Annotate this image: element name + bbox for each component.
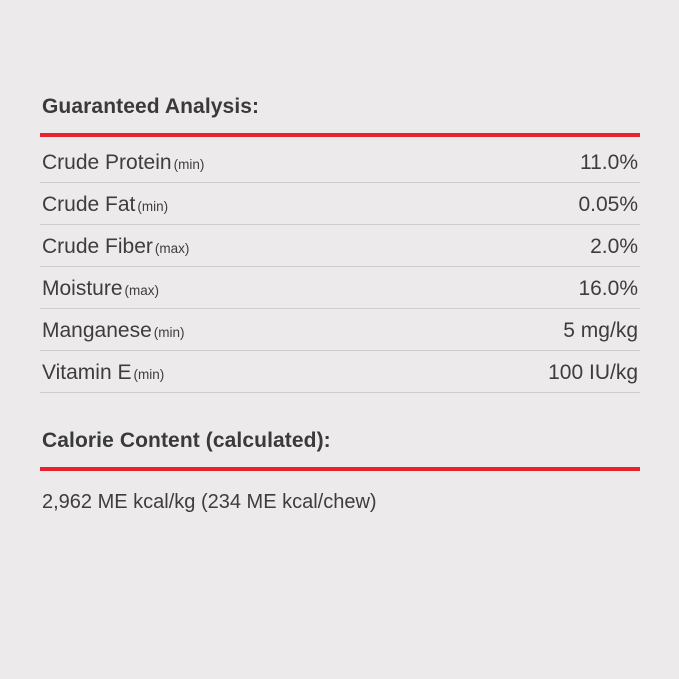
nutrient-qualifier: (min): [137, 199, 169, 214]
nutrient-value: 11.0%: [580, 151, 638, 174]
guaranteed-analysis-divider: [40, 133, 640, 137]
nutrient-qualifier: (max): [154, 241, 190, 256]
nutrient-value: 100 IU/kg: [548, 361, 638, 384]
nutrient-qualifier: (min): [153, 325, 185, 340]
nutrient-label: [42, 361, 164, 385]
calorie-content-value: 2,962 ME kcal/kg (234 ME kcal/chew): [42, 491, 377, 513]
table-row: [40, 267, 640, 309]
nutrient-name: Manganese: [42, 319, 152, 342]
nutrient-qualifier: (min): [133, 367, 165, 382]
nutrient-label: [42, 151, 204, 175]
table-row: [40, 141, 640, 183]
calorie-content-heading: Calorie Content (calculated):: [42, 429, 331, 452]
calorie-content-divider: [40, 467, 640, 471]
nutrient-value: 2.0%: [590, 235, 638, 258]
nutrient-name: Moisture: [42, 277, 123, 300]
nutrient-name: Vitamin E: [42, 361, 132, 384]
calorie-content-section: [40, 429, 640, 514]
table-row: [40, 183, 640, 225]
nutrient-label: [42, 277, 159, 301]
nutrient-qualifier: (max): [124, 283, 160, 298]
nutrient-name: Crude Fiber: [42, 235, 153, 258]
guaranteed-analysis-table: [40, 141, 640, 393]
nutrient-qualifier: (min): [173, 157, 205, 172]
nutrient-label: [42, 319, 185, 343]
nutrient-name: Crude Protein: [42, 151, 172, 174]
nutrient-value: 5 mg/kg: [563, 319, 638, 342]
table-row: [40, 309, 640, 351]
nutrient-name: Crude Fat: [42, 193, 136, 216]
guaranteed-analysis-heading: Guaranteed Analysis:: [42, 95, 260, 118]
table-row: [40, 351, 640, 393]
nutrient-value: 0.05%: [578, 193, 638, 216]
nutrient-value: 16.0%: [578, 277, 638, 300]
table-row: [40, 225, 640, 267]
nutrition-panel: [40, 95, 640, 514]
nutrient-label: [42, 193, 168, 217]
nutrient-label: [42, 235, 189, 259]
